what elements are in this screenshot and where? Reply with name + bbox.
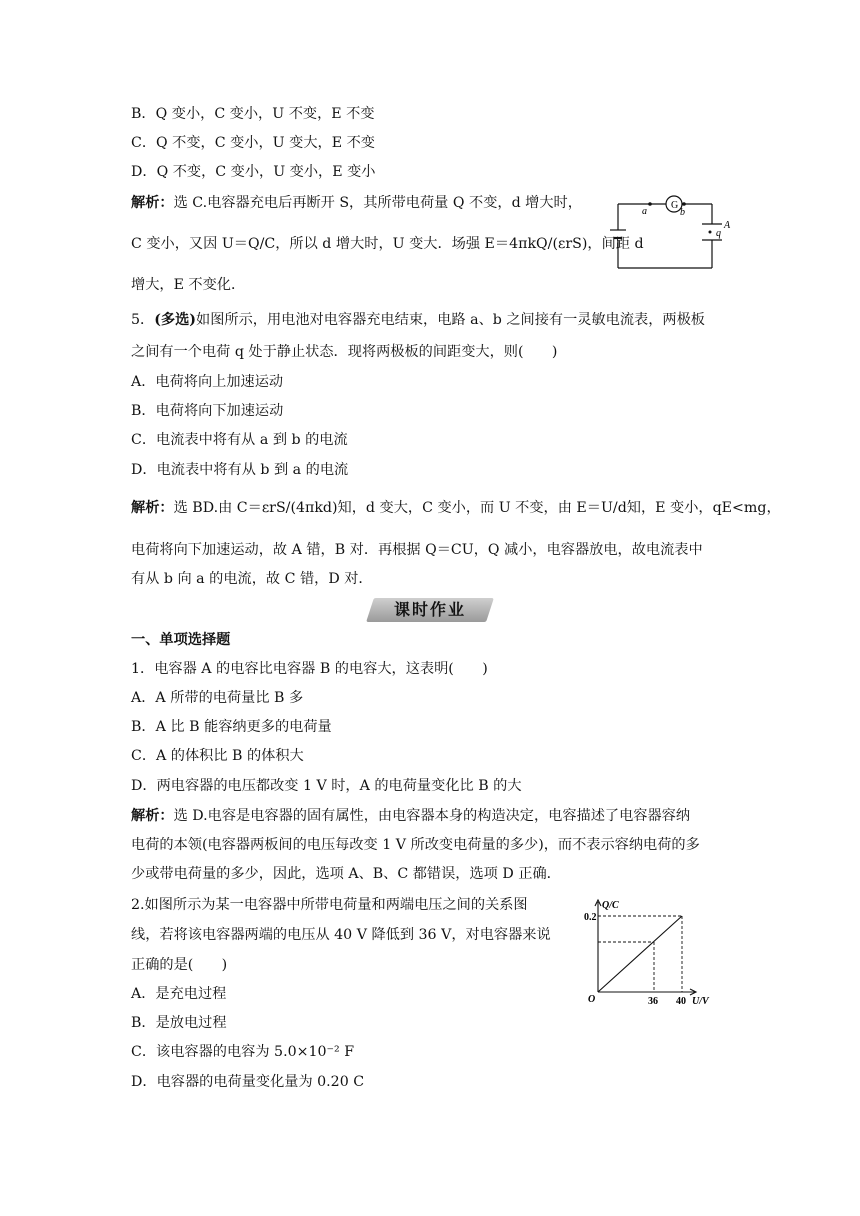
q-u-line: [598, 916, 682, 992]
p1-option-a: A．A 所带的电荷量比 B 多: [131, 690, 304, 706]
p1-analysis-line-1: 解析：选 D.电容是电容器的固有属性，由电容器本身的构造决定，电容描述了电容器容纳: [131, 808, 691, 824]
graph-x-label: U/V: [692, 996, 709, 1006]
q5-analysis-line-1: 解析：选 BD.由 C＝εrS/(4πkd)知，d 变大，C 变小，而 U 不变，由 E＝U/d知，E 变小，qE<mg，: [131, 500, 781, 516]
p1-analysis-line-2: 电荷的本领(电容器两板间的电压每改变 1 V 所改变电荷量的多少)，而不表示容纳电荷的多: [131, 837, 700, 853]
q5-analysis-line-3: 有从 b 向 a 的电流，故 C 错，D 对．: [131, 571, 373, 587]
label-A: A: [724, 220, 731, 231]
q5-option-c: C．电流表中将有从 a 到 b 的电流: [131, 432, 348, 448]
graph-y-tick: 0.2: [584, 912, 597, 923]
q5-option-b: B．电荷将向下加速运动: [131, 403, 284, 419]
node-a-dot: [648, 202, 652, 206]
circuit-diagram: [606, 188, 736, 272]
q4-analysis-line-1: 解析：选 C.电容器充电后再断开 S，其所带电荷量 Q 不变，d 增大时，: [131, 195, 582, 211]
q5-option-a: A．电荷将向上加速运动: [131, 374, 284, 390]
label-b: b: [680, 207, 685, 218]
p2-option-c: C．该电容器的电容为 5.0×10⁻² F: [131, 1044, 355, 1060]
p2-stem-line-3: 正确的是( ): [131, 957, 228, 973]
graph-x-tick-36: 36: [648, 996, 658, 1006]
q5-analysis-line-2: 电荷将向下加速运动，故 A 错，B 对．再根据 Q＝CU，Q 减小，电容器放电，故电流表中: [131, 542, 703, 558]
node-b-dot: [682, 202, 686, 206]
p2-option-b: B．是放电过程: [131, 1015, 227, 1031]
p1-stem: 1．电容器 A 的电容比电容器 B 的电容大，这表明( ): [131, 661, 488, 677]
q4-analysis-line-3: 增大，E 不变化．: [131, 277, 246, 293]
p2-stem-line-1: 2.如图所示为某一电容器中所带电荷量和两端电压之间的关系图: [131, 897, 528, 913]
p2-option-a: A．是充电过程: [131, 986, 227, 1002]
p2-stem-line-2: 线，若将该电容器两端的电压从 40 V 降低到 36 V，对电容器来说: [131, 927, 551, 943]
q-u-graph: [584, 896, 734, 1006]
p1-analysis-label: 解析：: [131, 808, 174, 824]
graph-origin: O: [588, 994, 596, 1005]
label-a: a: [642, 206, 647, 217]
q4-option-b: B．Q 变小，C 变小，U 不变，E 不变: [131, 106, 375, 122]
q5-analysis-label: 解析：: [131, 500, 174, 516]
q5-stem-line-2: 之间有一个电荷 q 处于静止状态．现将两极板的间距变大，则( ): [131, 344, 558, 360]
q4-option-d: D．Q 不变，C 变小，U 变小，E 变小: [131, 164, 376, 180]
q4-option-c: C．Q 不变，C 变小，U 变大，E 不变: [131, 135, 375, 151]
p1-option-d: D．两电容器的电压都改变 1 V 时，A 的电荷量变化比 B 的大: [131, 778, 522, 794]
section-heading: 一、单项选择题: [131, 632, 231, 648]
graph-y-label: Q/C: [602, 900, 619, 911]
q5-stem-line-1: 5．(多选)如图所示，用电池对电容器充电结束，电路 a、b 之间接有一灵敏电流表，两极板: [131, 312, 705, 328]
section-banner: 课时作业: [393, 600, 466, 619]
p1-option-b: B．A 比 B 能容纳更多的电荷量: [131, 719, 332, 735]
q4-analysis-label: 解析：: [131, 195, 174, 211]
graph-x-tick-40: 40: [676, 996, 686, 1006]
p1-option-c: C．A 的体积比 B 的体积大: [131, 748, 304, 764]
q5-option-d: D．电流表中将有从 b 到 a 的电流: [131, 462, 349, 478]
q5-multi-tag: (多选): [154, 312, 197, 328]
q4-analysis-line-2: C 变小，又因 U＝Q/C，所以 d 增大时，U 变大．场强 E＝4πkQ/(εrS)，间距 d: [131, 236, 644, 252]
charge-q-dot: [709, 231, 712, 234]
label-q: q: [716, 228, 721, 239]
galvanometer-label: G: [671, 200, 679, 211]
p1-analysis-line-3: 少或带电荷量的多少，因此，选项 A、B、C 都错误，选项 D 正确．: [131, 866, 561, 882]
p2-option-d: D．电容器的电荷量变化量为 0.20 C: [131, 1074, 365, 1090]
